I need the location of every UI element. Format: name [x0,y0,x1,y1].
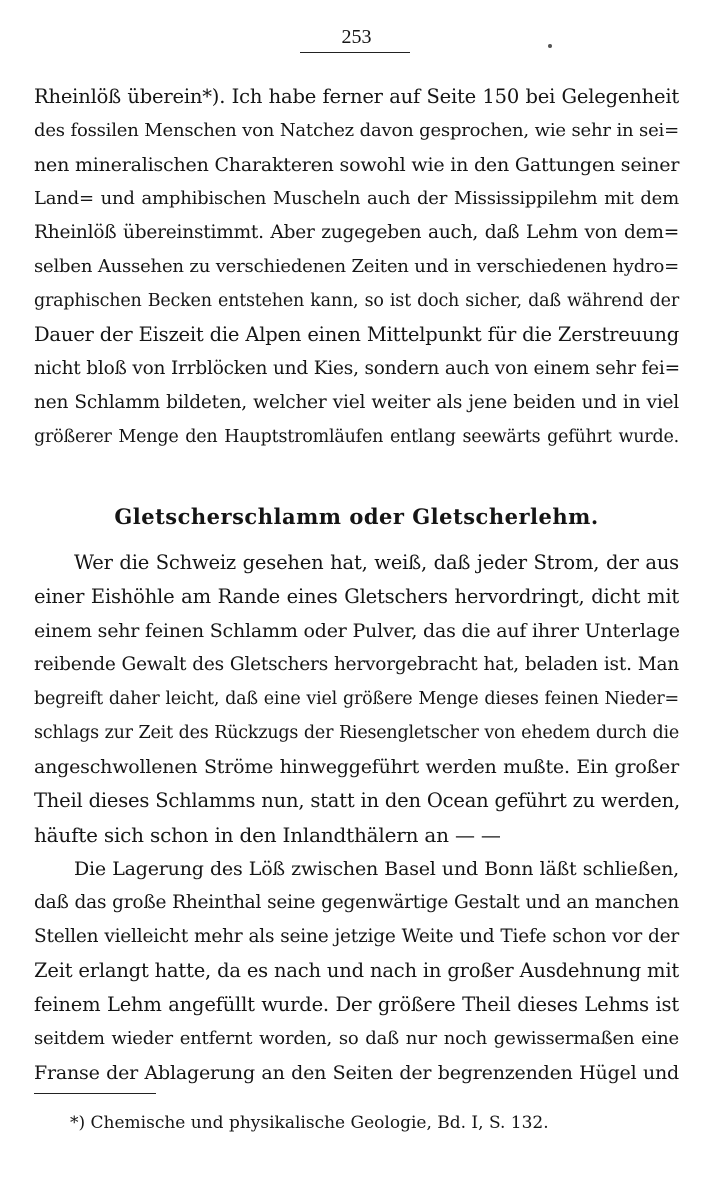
section-heading: Gletscherschlamm oder Gletscherlehm. [114,504,599,529]
text-line: Rheinlöß übereinstimmt. Aber zugegeben auch, daß Lehm von dem= [34,222,679,243]
header-rule [300,52,410,53]
page-number: 253 [341,26,372,48]
text-line: häufte sich schon in den Inlandthälern an — — [34,823,501,847]
text-line: größerer Menge den Hauptstromläufen entlang seewärts geführt wurde. [34,427,679,447]
text-line: angeschwollenen Ströme hinweggeführt werden mußte. Ein großer [34,756,679,778]
text-line: Die Lagerung des Löß zwischen Basel und Bonn läßt schließen, [74,858,679,880]
text-line: einem sehr feinen Schlamm oder Pulver, das die auf ihrer Unterlage [34,620,680,642]
text-line: Wer die Schweiz gesehen hat, weiß, daß jeder Strom, der aus [74,551,679,574]
text-line: Land= und amphibischen Muscheln auch der Mississippilehm mit dem [34,188,679,209]
footnote-rule [34,1093,156,1094]
text-line: begreift daher leicht, daß eine viel größere Menge dieses feinen Nieder= [34,689,679,709]
text-line: einer Eishöhle am Rande eines Gletschers hervordringt, dicht mit [34,585,679,608]
footnote: *) Chemische und physikalische Geologie, Bd. I, S. 132. [70,1113,549,1133]
text-line: Franse der Ablagerung an den Seiten der begrenzenden Hügel und [34,1062,679,1084]
text-line: schlags zur Zeit des Rückzugs der Riesengletscher von ehedem durch die [34,723,679,743]
ink-speck [548,44,552,48]
text-line: nicht bloß von Irrblöcken und Kies, sondern auch von einem sehr fei= [34,358,680,379]
text-line: nen mineralischen Charakteren sowohl wie in den Gattungen seiner [34,154,680,176]
text-line: Dauer der Eiszeit die Alpen einen Mittelpunkt für die Zerstreuung [34,323,679,346]
text-line: selben Aussehen zu verschiedenen Zeiten und in verschiedenen hydro= [34,256,679,277]
text-line: Theil dieses Schlamms nun, statt in den Ocean geführt zu werden, [34,789,680,812]
text-line: Stellen vielleicht mehr als seine jetzige Weite und Tiefe schon vor der [34,926,679,947]
text-line: feinem Lehm angefüllt wurde. Der größere Theil dieses Lehms ist [34,993,679,1016]
text-line: seitdem wieder entfernt worden, so daß nur noch gewissermaßen eine [34,1028,679,1049]
text-line: daß das große Rheinthal seine gegenwärtige Gestalt und an manchen [34,892,679,913]
text-line: graphischen Becken entstehen kann, so ist doch sicher, daß während der [34,291,679,311]
text-line: des fossilen Menschen von Natchez davon gesprochen, wie sehr in sei= [34,120,679,141]
text-line: Rheinlöß überein*). Ich habe ferner auf Seite 150 bei Gelegenheit [34,85,679,108]
text-line: nen Schlamm bildeten, welcher viel weiter als jene beiden und in viel [34,392,679,413]
text-line: reibende Gewalt des Gletschers hervorgebracht hat, beladen ist. Man [34,654,679,675]
text-line: Zeit erlangt hatte, da es nach und nach in großer Ausdehnung mit [34,959,679,982]
